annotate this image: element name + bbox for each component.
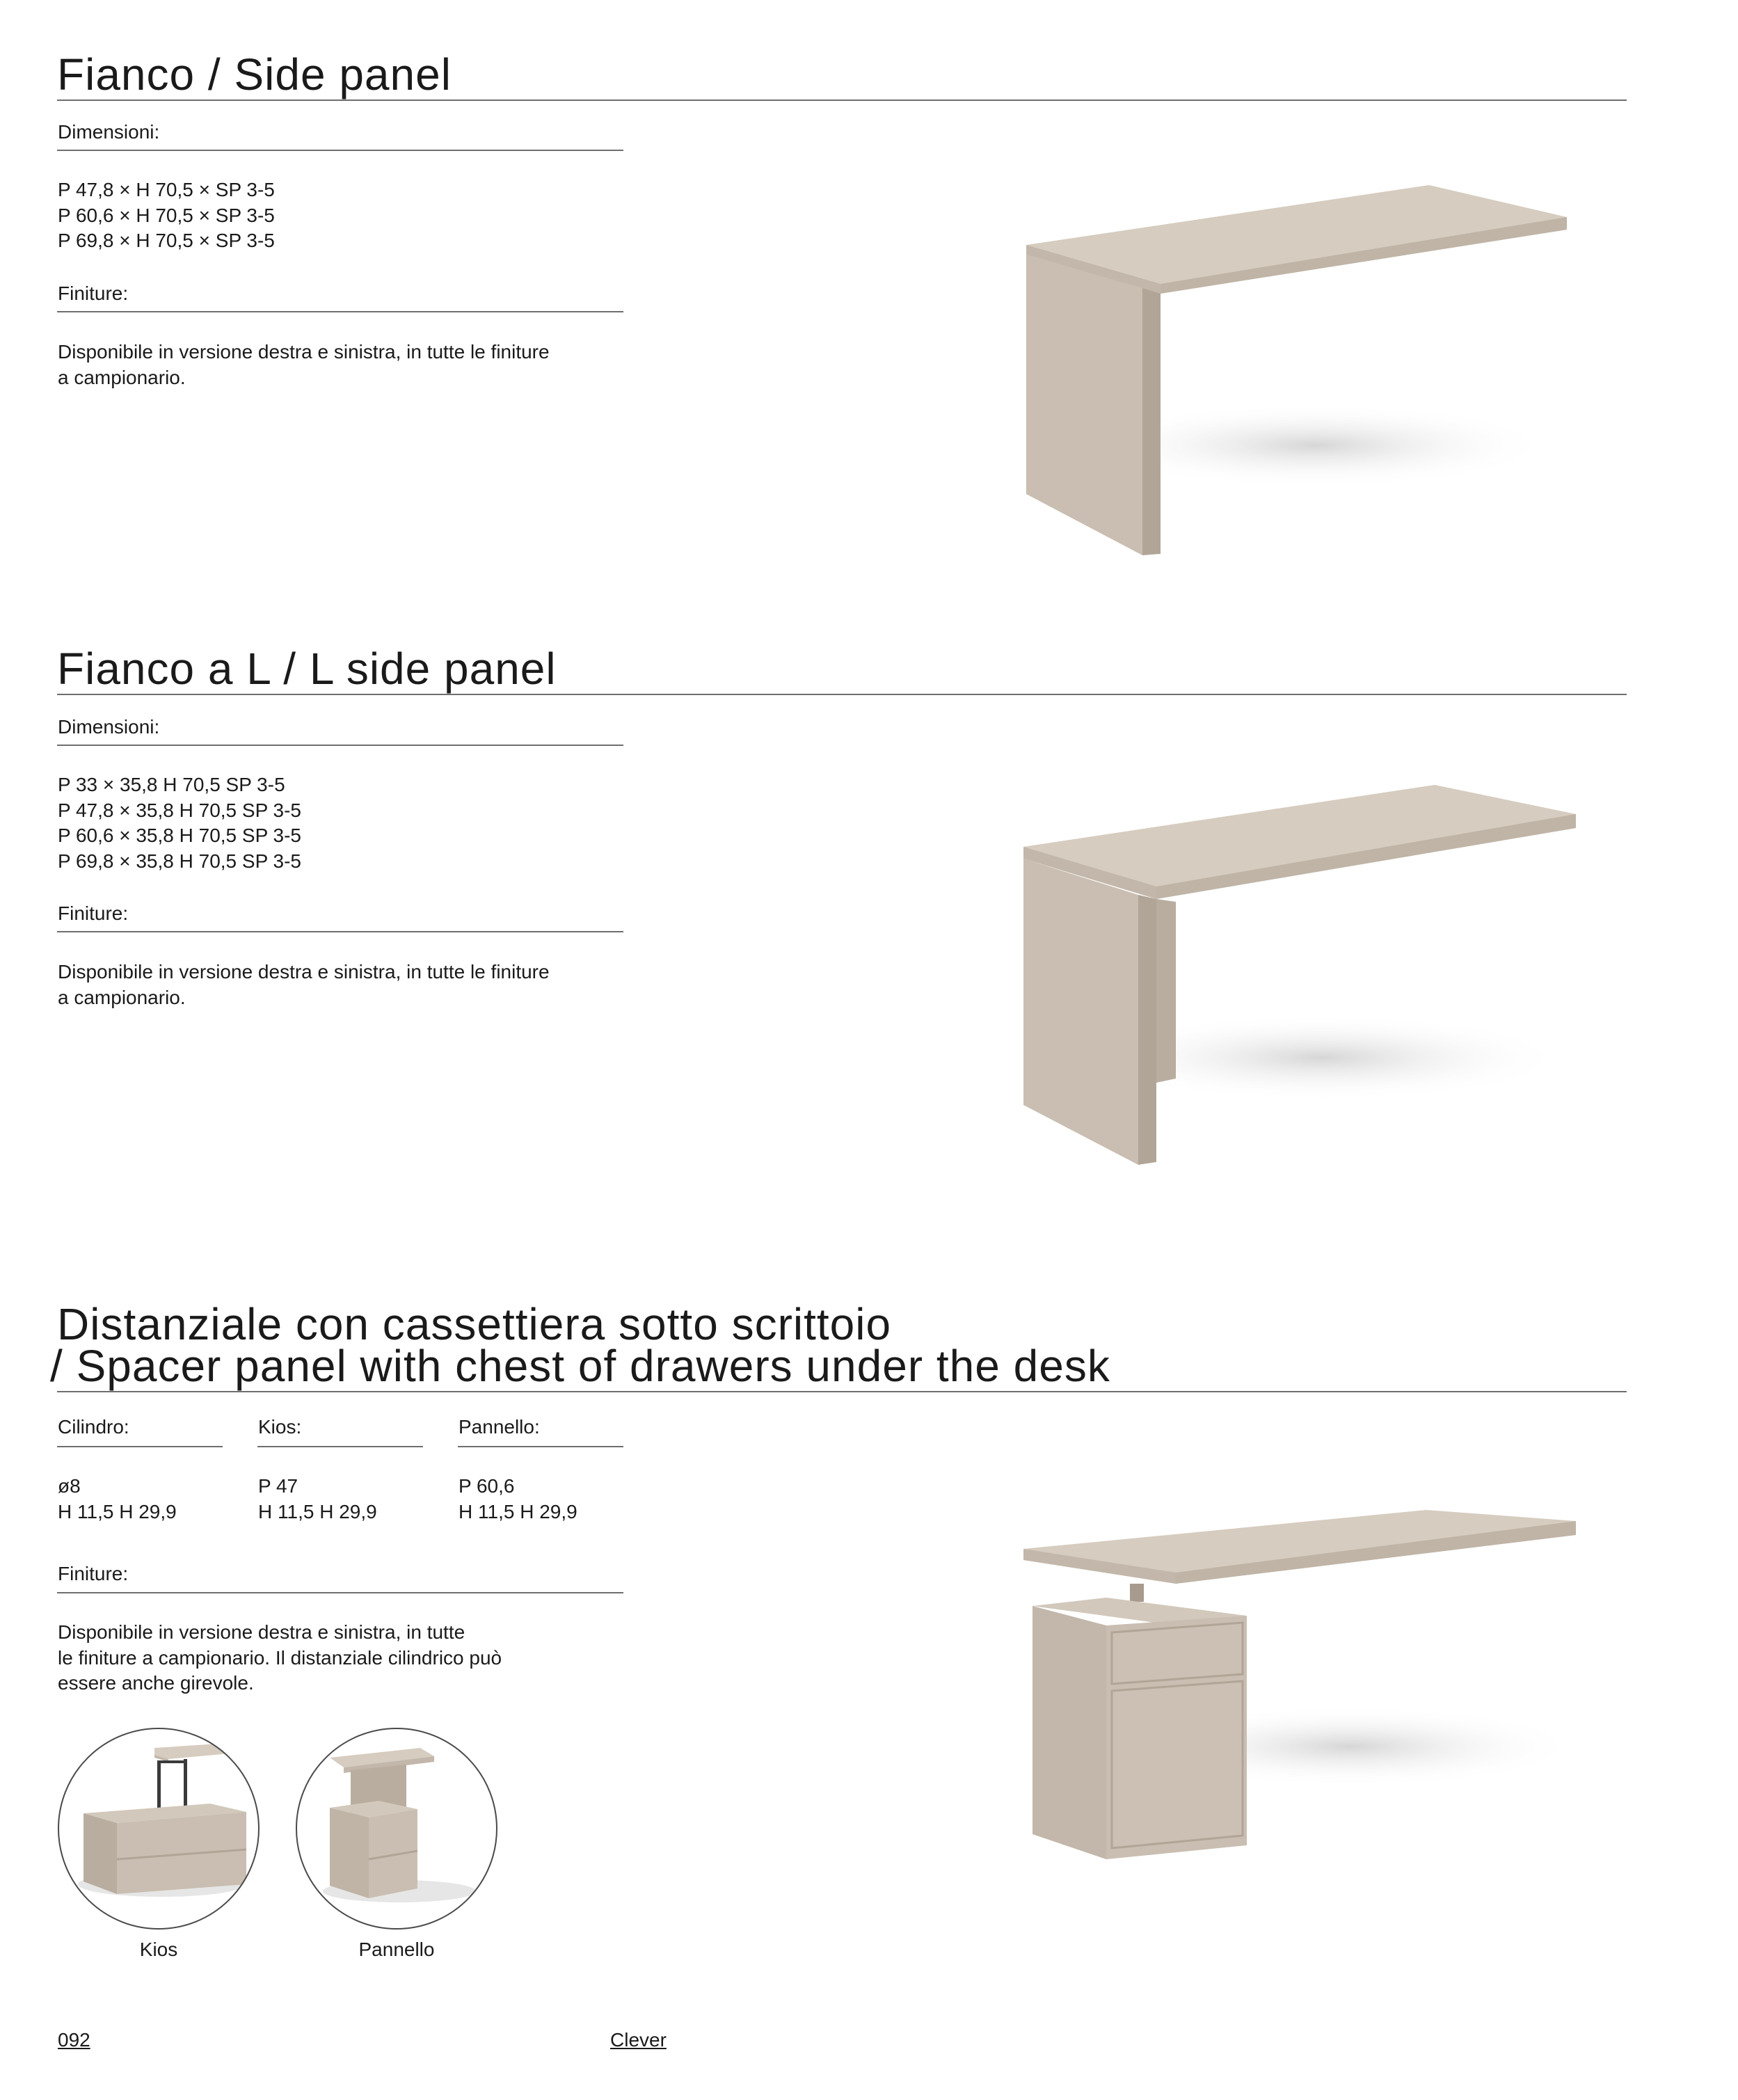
kios-values	[258, 1474, 377, 1525]
kios-caption: Kios	[139, 1939, 178, 1960]
collection-name: Clever	[610, 2029, 667, 2051]
pannello-caption: Pannello	[358, 1939, 435, 1960]
dimension-line: P 60,6 × 35,8 H 70,5 SP 3-5	[58, 825, 301, 846]
section-2-dimensions-list	[58, 772, 301, 874]
page-number: 092	[58, 2029, 90, 2051]
finishes-line: a campionario.	[58, 366, 186, 388]
cylinder-value: ø8	[58, 1475, 81, 1497]
section-1-dimensions-rule	[57, 150, 623, 151]
panel-label: Pannello:	[459, 1416, 540, 1438]
dimension-line: P 69,8 × H 70,5 × SP 3-5	[58, 230, 275, 251]
dimension-line: P 33 × 35,8 H 70,5 SP 3-5	[58, 774, 285, 795]
section-1-title-rule	[57, 100, 1627, 101]
spacer-drawers-desk-image	[1002, 1454, 1593, 1872]
section-3-finishes-rule	[57, 1592, 623, 1593]
dimension-line: P 47,8 × H 70,5 × SP 3-5	[58, 179, 275, 200]
cylinder-label: Cilindro:	[58, 1416, 129, 1438]
section-1-dimensions-label: Dimensioni:	[58, 121, 160, 143]
section-2-dimensions-rule	[57, 745, 623, 746]
section-1-finishes-label: Finiture:	[58, 283, 129, 304]
panel-value: H 11,5 H 29,9	[459, 1500, 577, 1522]
panel-value: P 60,6	[459, 1475, 515, 1497]
section-2-title: Fianco a L / L side panel	[57, 644, 557, 694]
l-side-panel-desk-image	[1002, 772, 1593, 1176]
dimension-line: P 69,8 × 35,8 H 70,5 SP 3-5	[58, 850, 301, 872]
finishes-line: essere anche girevole.	[58, 1672, 254, 1694]
section-3-title-line2: / Spacer panel with chest of drawers under the desk	[50, 1341, 1110, 1391]
section-3-finishes-text	[58, 1620, 502, 1696]
finishes-line: Disponibile in versione destra e sinistra, in tutte le finiture	[58, 341, 550, 363]
section-3-title-line1: Distanziale con cassettiera sotto scrittoio	[57, 1299, 892, 1349]
cylinder-rule	[57, 1446, 223, 1447]
kios-value: H 11,5 H 29,9	[258, 1500, 377, 1522]
finishes-line: le finiture a campionario. Il distanziale cilindrico può	[58, 1646, 502, 1669]
section-2-finishes-rule	[57, 931, 623, 932]
section-2-finishes-label: Finiture:	[58, 902, 129, 924]
section-1-finishes-text	[58, 340, 550, 390]
kios-value: P 47	[258, 1475, 298, 1497]
pannello-variant-image	[295, 1727, 498, 1930]
dimension-line: P 60,6 × H 70,5 × SP 3-5	[58, 204, 275, 226]
kios-label: Kios:	[258, 1416, 302, 1438]
kios-variant-image	[57, 1727, 260, 1930]
section-1-title: Fianco / Side panel	[57, 49, 452, 100]
finishes-line: a campionario.	[58, 986, 186, 1008]
section-3-title-rule	[57, 1391, 1627, 1392]
dimension-line: P 47,8 × 35,8 H 70,5 SP 3-5	[58, 799, 301, 821]
section-3-finishes-label: Finiture:	[58, 1563, 129, 1584]
panel-values	[459, 1474, 577, 1525]
section-1-finishes-rule	[57, 311, 623, 312]
cylinder-value: H 11,5 H 29,9	[58, 1500, 177, 1522]
kios-rule	[257, 1446, 423, 1447]
section-2-finishes-text	[58, 960, 550, 1010]
finishes-line: Disponibile in versione destra e sinistra, in tutte le finiture	[58, 961, 550, 983]
panel-rule	[458, 1446, 623, 1447]
section-2-title-rule	[57, 694, 1627, 695]
side-panel-desk-image	[1002, 174, 1586, 564]
finishes-line: Disponibile in versione destra e sinistra, in tutte	[58, 1621, 465, 1643]
section-1-dimensions-list	[58, 177, 275, 254]
section-2-dimensions-label: Dimensioni:	[58, 716, 160, 738]
cylinder-values	[58, 1474, 177, 1525]
